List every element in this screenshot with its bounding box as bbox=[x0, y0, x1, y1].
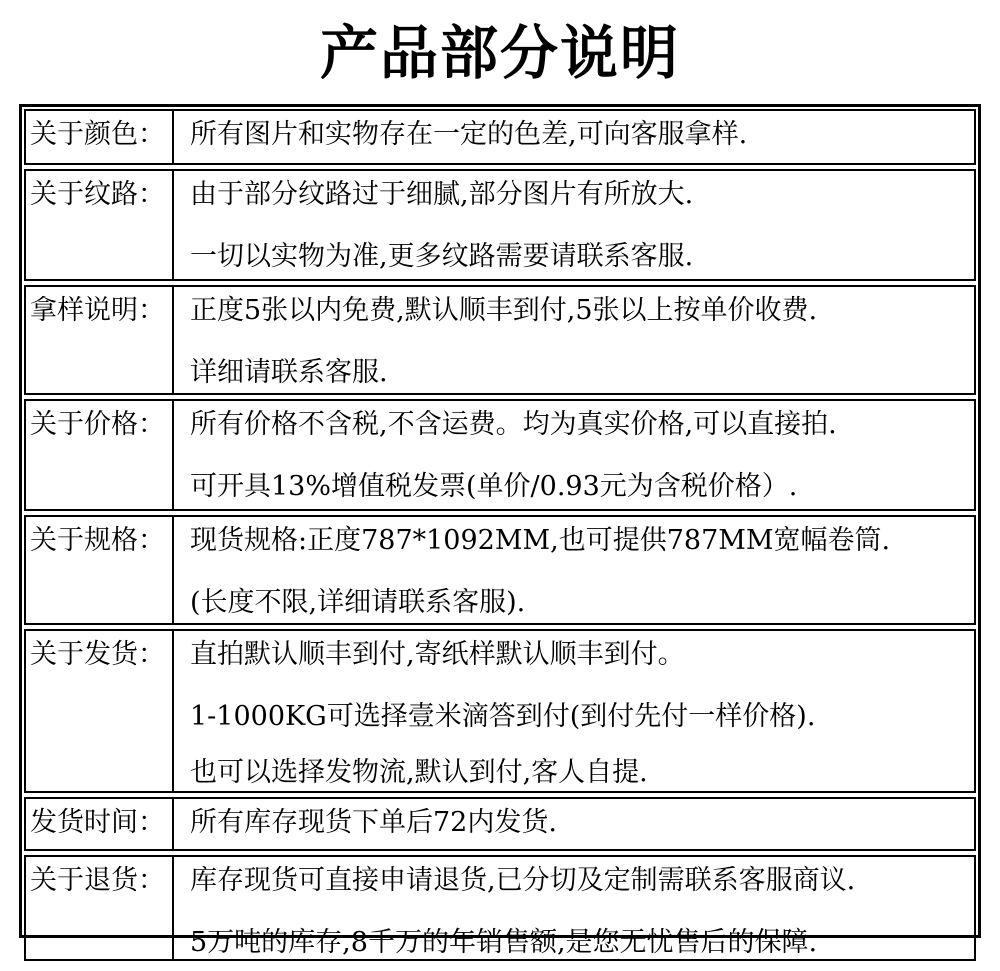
row-return bbox=[24, 855, 976, 961]
row-body bbox=[174, 517, 974, 623]
row-label: 关于发货： bbox=[26, 631, 174, 791]
row-text: 也可以选择发物流,默认到付,客人自提. bbox=[190, 757, 648, 788]
row-body bbox=[174, 111, 974, 163]
row-body bbox=[174, 857, 974, 959]
row-label: 关于规格： bbox=[26, 517, 174, 623]
row-label: 拿样说明： bbox=[26, 287, 174, 393]
row-color bbox=[24, 109, 976, 165]
row-body bbox=[174, 287, 974, 393]
row-ship-time bbox=[24, 797, 976, 851]
row-label: 关于退货： bbox=[26, 857, 174, 959]
row-sample bbox=[24, 285, 976, 395]
row-text: 直拍默认顺丰到付,寄纸样默认顺丰到付。 bbox=[190, 639, 685, 670]
row-text: 1-1000KG可选择壹米滴答到付(到付先付一样价格). bbox=[190, 701, 816, 732]
row-text: 可开具13%增值税发票(单价/0.93元为含税价格）. bbox=[190, 471, 798, 502]
row-body bbox=[174, 171, 974, 279]
row-body bbox=[174, 401, 974, 509]
row-label: 发货时间： bbox=[26, 799, 174, 849]
row-text: 所有图片和实物存在一定的色差,可向客服拿样. bbox=[190, 119, 748, 150]
row-label: 关于纹路： bbox=[26, 171, 174, 279]
row-label: 关于颜色： bbox=[26, 111, 174, 163]
row-body bbox=[174, 631, 974, 791]
row-texture bbox=[24, 169, 976, 281]
row-text: 5万吨的库存,8千万的年销售额,是您无忧售后的保障. bbox=[190, 927, 818, 958]
info-table bbox=[19, 104, 981, 958]
row-text: 正度5张以内免费,默认顺丰到付,5张以上按单价收费. bbox=[190, 295, 818, 326]
row-spec bbox=[24, 515, 976, 625]
row-body bbox=[174, 799, 974, 849]
row-shipping bbox=[24, 629, 976, 793]
row-text: (长度不限,详细请联系客服). bbox=[190, 587, 526, 618]
row-text: 所有库存现货下单后72内发货. bbox=[190, 807, 557, 838]
row-text: 由于部分纹路过于细腻,部分图片有所放大. bbox=[190, 179, 694, 210]
row-label: 关于价格： bbox=[26, 401, 174, 509]
page-title: 产品部分说明 bbox=[319, 19, 680, 87]
row-text: 现货规格:正度787*1092MM,也可提供787MM宽幅卷筒. bbox=[190, 525, 891, 556]
row-text: 一切以实物为准,更多纹路需要请联系客服. bbox=[190, 241, 694, 272]
row-text: 库存现货可直接申请退货,已分切及定制需联系客服商议. bbox=[190, 865, 856, 896]
row-price bbox=[24, 399, 976, 511]
row-text: 所有价格不含税,不含运费。均为真实价格,可以直接拍. bbox=[190, 409, 837, 440]
row-text: 详细请联系客服. bbox=[190, 357, 388, 388]
